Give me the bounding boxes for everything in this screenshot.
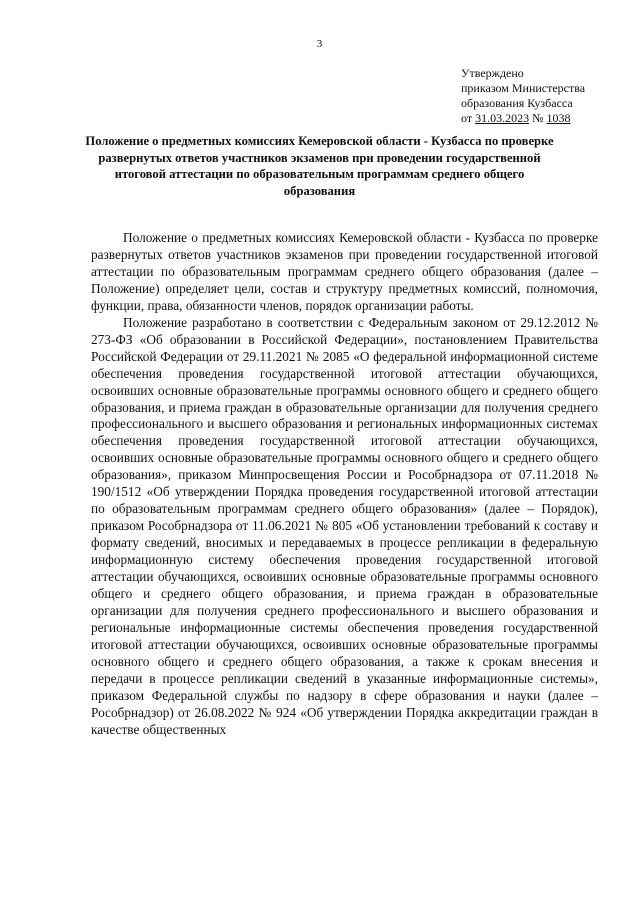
- approval-block: [461, 66, 585, 126]
- approval-number: 1038: [546, 111, 571, 125]
- page-number: 3: [316, 38, 323, 50]
- approval-date-line: [461, 111, 585, 126]
- paragraph: Положение разработано в соответствии с Федеральным законом от 29.12.2012 № 273-ФЗ «Об образовании в Российской Федерации», постановлением Правительства Российской Федерации от 29.11.2021 № 2085 «О федеральной информационной системе обеспечения проведения государственной итоговой аттестации обучающихся, освоивших основные образовательные программы основного общего и среднего общего образования, и приема граждан в образовательные организации для получения среднего профессионального и высшего образования и региональных информационных системах обеспечения проведения государственной итоговой аттестации обучающихся, освоивших основные образовательные программы основного общего и среднего общего образования», приказом Минпросвещения России и Рособрнадзора от 07.11.2018 № 190/1512 «Об утверждении Порядка проведения государственной итоговой аттестации по образовательным программам среднего общего образования» (далее – Порядок), приказом Рособрнадзора от 11.06.2021 № 805 «Об установлении требований к составу и формату сведений, вносимых и передаваемых в процессе репликации в федеральную информационную систему обеспечения проведения государственной итоговой аттестации обучающихся, освоивших основные образовательные программы основного общего и среднего общего образования, и приема граждан в образовательные организации для получения среднего профессионального и высшего образования и региональные информационные системы обеспечения проведения государственной итоговой аттестации обучающихся, освоивших основные образовательные программы основного общего и среднего общего образования, а также к срокам внесения и передачи в процессе репликации сведений в указанные информационные системы», приказом Федеральной службы по надзору в сфере образования и науки (далее – Рособрнадзор) от 26.08.2022 № 924 «Об утверждении Порядка аккредитации граждан в качестве общественных: [91, 314, 598, 737]
- document-title: Положение о предметных комиссиях Кемеровской области - Кузбасса по проверке развернутых ответов участников экзаменов при проведении государственной итоговой аттестации по образовательным программам среднего общего образования: [85, 134, 554, 198]
- body-text: [91, 230, 598, 739]
- approval-line-2: приказом Министерства: [461, 81, 586, 95]
- approval-line-3: образования Кузбасса: [461, 96, 573, 110]
- approval-date: 31.03.2023: [475, 111, 530, 125]
- approval-line-1: Утверждено: [461, 66, 524, 80]
- paragraph: Положение о предметных комиссиях Кемеровской области - Кузбасса по проверке развернутых ответов участников экзаменов при проведении государственной итоговой аттестации по образовательным программам среднего общего образования (далее – Положение) определяет цели, состав и структуру предметных комиссий, полномочия, функции, права, обязанности членов, порядок организации работы.: [91, 230, 598, 313]
- approval-number-prefix: №: [529, 111, 547, 125]
- approval-date-prefix: от: [461, 111, 476, 125]
